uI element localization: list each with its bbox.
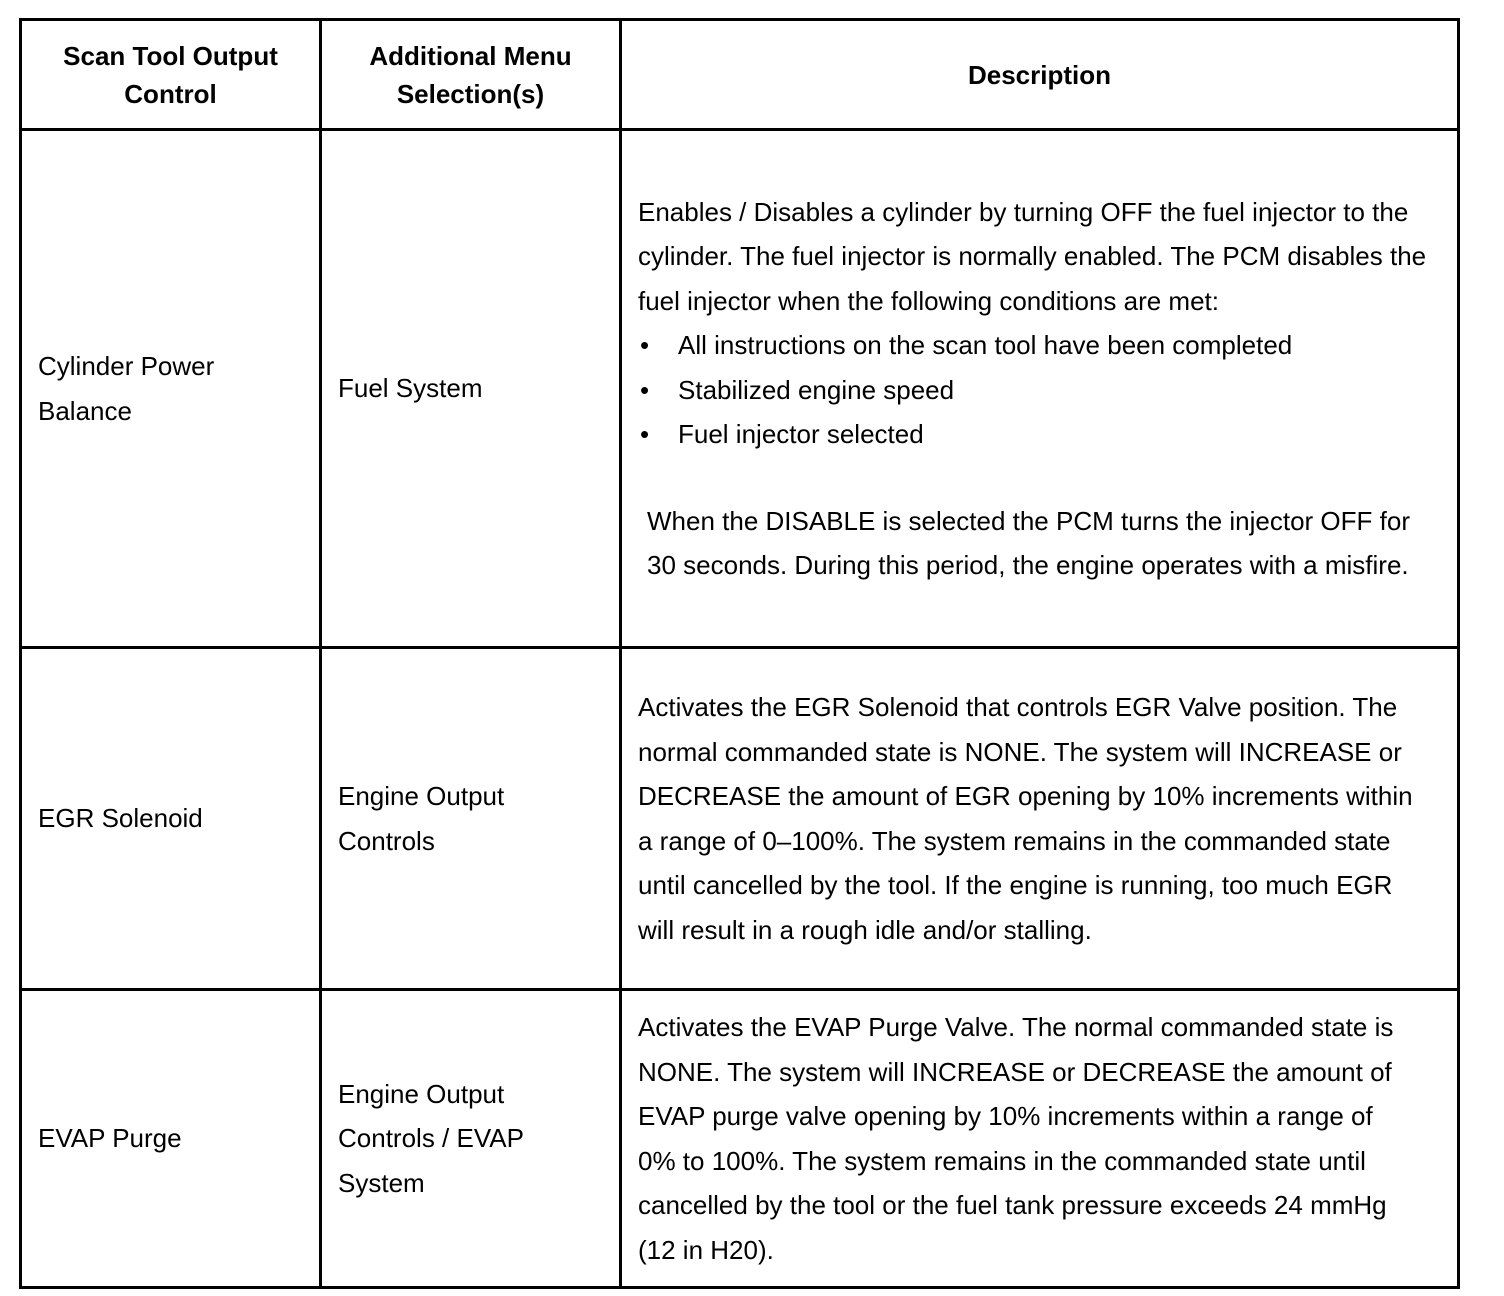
table-row [21,990,1459,1288]
menu-cell [321,648,621,990]
bullet-icon: • [640,330,650,360]
table-row [21,648,1459,990]
menu-selection: Engine Output Controls [338,781,505,856]
condition-text: All instructions on the scan tool have been completed [678,330,1293,360]
description-note: When the DISABLE is selected the PCM turns the injector OFF for 30 seconds. During this period, the engine operates with a misfire. [647,505,1410,580]
condition-text: Fuel injector selected [678,419,924,449]
description-block [622,178,1457,600]
header-description [621,20,1459,130]
spacer [638,457,1427,499]
description-text: Activates the EVAP Purge Valve. The normal commanded state is NONE. The system will INCREASE or DECREASE the amount of EVAP purge valve opening by 10% increments within a range of 0% to 100%. The system remains in the commanded state until cancelled by the tool or the fuel tank pressure exceeds 24 mmHg (12 in H20). [638,1012,1394,1265]
control-name: EGR Solenoid [38,803,203,834]
list-item [638,368,1427,413]
bullet-icon: • [640,419,650,449]
control-cell [21,130,321,648]
table-row [21,130,1459,648]
table-header-row [21,20,1459,130]
header-col1-text: Scan Tool Output Control [63,40,278,109]
header-additional-menu-selections [321,20,621,130]
control-cell [21,648,321,990]
description-cell [621,990,1459,1288]
control-name: EVAP Purge [38,1123,182,1154]
list-item [638,412,1427,457]
menu-selection: Fuel System [338,373,483,404]
header-scan-tool-output-control [21,20,321,130]
header-col3-text: Description [967,59,1112,90]
description-cell [621,648,1459,990]
header-col2-text: Additional Menu Selection(s) [369,40,572,109]
menu-cell [321,130,621,648]
control-cell [21,990,321,1288]
condition-text: Stabilized engine speed [678,374,955,405]
description-intro: Enables / Disables a cylinder by turning OFF the fuel injector to the cylinder. The fuel injector is normally enabled. The PCM disables the fuel injector when the following conditions are met: [638,196,1427,316]
menu-selection: Engine Output Controls / EVAP System [338,1078,524,1198]
list-item [638,323,1427,368]
bullet-icon: • [640,374,650,405]
output-control-table [19,18,1460,1289]
description-text: Activates the EGR Solenoid that controls EGR Valve position. The normal commanded state is NONE. The system will INCREASE or DECREASE the amount of EGR opening by 10% increments within a range of 0–100%. The system remains in the commanded state until cancelled by the tool. If the engine is running, too much EGR will result in a rough idle and/or stalling. [638,692,1413,945]
control-name: Cylinder Power Balance [38,351,215,426]
menu-cell [321,990,621,1288]
conditions-list [638,323,1427,457]
description-cell [621,130,1459,648]
